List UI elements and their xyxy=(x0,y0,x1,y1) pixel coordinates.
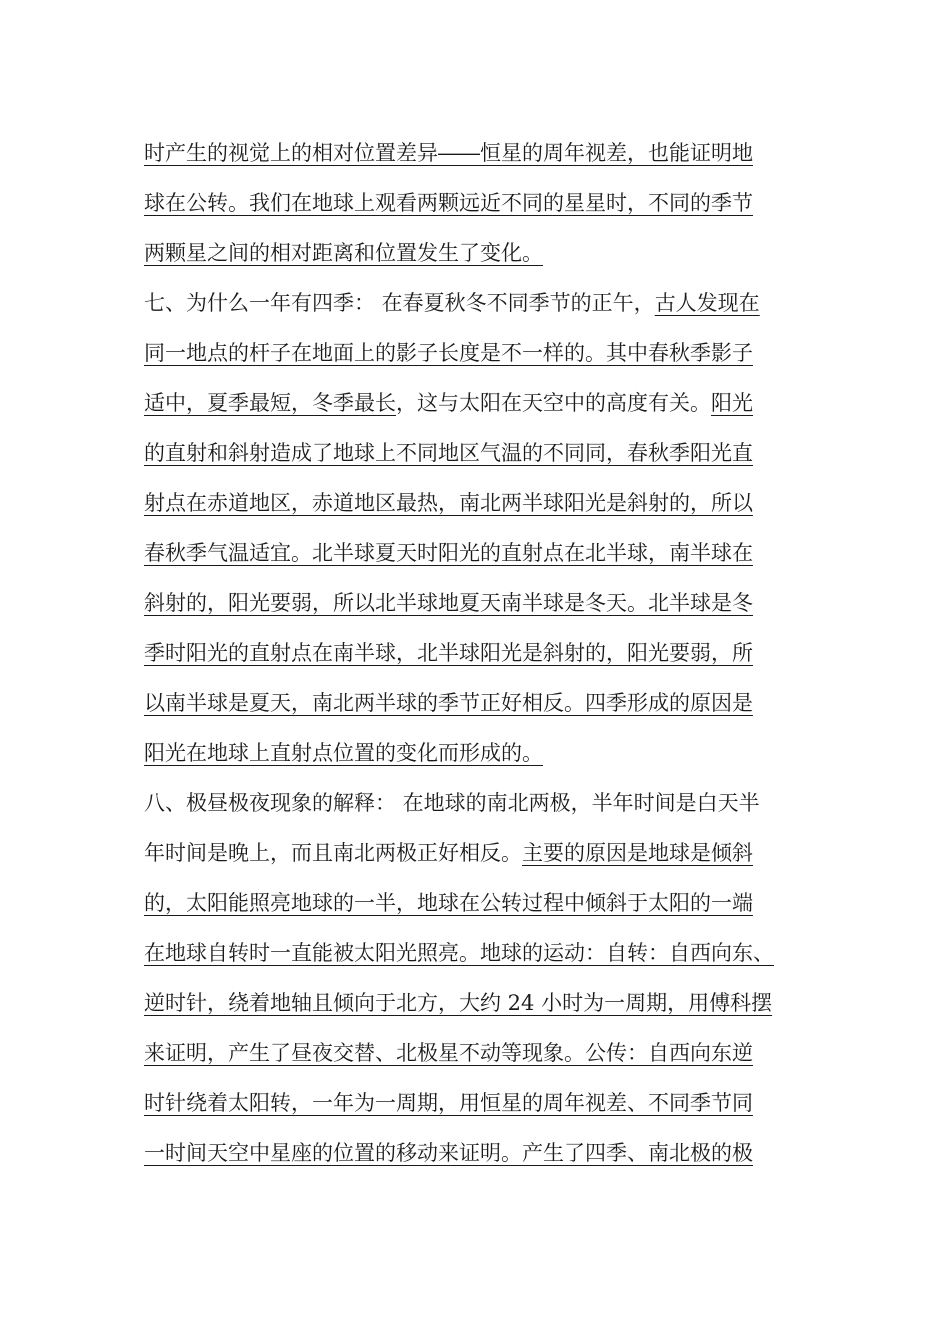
text-line xyxy=(144,1128,824,1178)
text-line xyxy=(144,1028,824,1078)
text-line xyxy=(144,228,824,278)
text-line xyxy=(144,128,824,178)
text-segment: 年时间是晚上，而且南北两极正好相反。 xyxy=(144,841,522,865)
text-line xyxy=(144,478,824,528)
text-segment: 七、为什么一年有四季： 在春夏秋冬不同季节的正午， xyxy=(144,291,655,315)
text-segment: 斜射的，阳光要弱，所以北半球地夏天南半球是冬天。北半球是冬 xyxy=(144,591,753,615)
text-segment: 逆时针，绕着地轴且倾向于北方，大约 24 小时为一周期，用傅科摆 xyxy=(144,991,773,1015)
text-line xyxy=(144,878,824,928)
section-heading-line xyxy=(144,778,824,828)
text-segment: 两颗星之间的相对距离和位置发生了变化。 xyxy=(144,241,543,265)
text-segment: ，这与太阳在天空中的高度有关。 xyxy=(396,391,711,415)
text-line xyxy=(144,828,824,878)
document-body xyxy=(144,128,824,1178)
text-segment: 的，太阳能照亮地球的一半，地球在公转过程中倾斜于太阳的一端 xyxy=(144,891,753,915)
text-segment: 时针绕着太阳转，一年为一周期，用恒星的周年视差、不同季节同 xyxy=(144,1091,753,1115)
text-segment: 在地球自转时一直能被太阳光照亮。地球的运动：自转：自西向东、 xyxy=(144,941,774,965)
text-segment: 的直射和斜射造成了地球上不同地区气温的不同同，春秋季阳光直 xyxy=(144,441,753,465)
text-segment: 来证明，产生了昼夜交替、北极星不动等现象。公传：自西向东逆 xyxy=(144,1041,753,1065)
text-segment: 时产生的视觉上的相对位置差异――恒星的周年视差，也能证明地 xyxy=(144,141,753,165)
text-segment: 八、极昼极夜现象的解释： 在地球的南北两极，半年时间是白天半 xyxy=(144,791,760,815)
text-line xyxy=(144,328,824,378)
text-segment: 春秋季气温适宜。北半球夏天时阳光的直射点在北半球，南半球在 xyxy=(144,541,753,565)
text-segment: 适中，夏季最短，冬季最长 xyxy=(144,391,396,415)
text-line xyxy=(144,378,824,428)
text-line xyxy=(144,428,824,478)
text-line xyxy=(144,928,824,978)
text-segment: 阳光 xyxy=(711,391,753,415)
text-segment: 古人发现在 xyxy=(654,291,760,315)
text-segment: 主要的原因是地球是倾斜 xyxy=(522,841,753,865)
text-segment: 射点在赤道地区，赤道地区最热，南北两半球阳光是斜射的，所以 xyxy=(144,491,753,515)
text-line xyxy=(144,628,824,678)
text-line xyxy=(144,978,824,1028)
text-line xyxy=(144,178,824,228)
text-line xyxy=(144,728,824,778)
text-segment: 同一地点的杆子在地面上的影子长度是不一样的。其中春秋季影子 xyxy=(144,341,753,365)
text-line xyxy=(144,1078,824,1128)
text-segment: 阳光在地球上直射点位置的变化而形成的。 xyxy=(144,741,543,765)
text-line xyxy=(144,578,824,628)
text-segment: 球在公转。我们在地球上观看两颗远近不同的星星时，不同的季节 xyxy=(144,191,753,215)
text-segment: 一时间天空中星座的位置的移动来证明。产生了四季、南北极的极 xyxy=(144,1141,753,1165)
text-segment: 以南半球是夏天，南北两半球的季节正好相反。四季形成的原因是 xyxy=(144,691,753,715)
text-line xyxy=(144,528,824,578)
text-segment: 季时阳光的直射点在南半球，北半球阳光是斜射的，阳光要弱，所 xyxy=(144,641,753,665)
section-heading-line xyxy=(144,278,824,328)
text-line xyxy=(144,678,824,728)
